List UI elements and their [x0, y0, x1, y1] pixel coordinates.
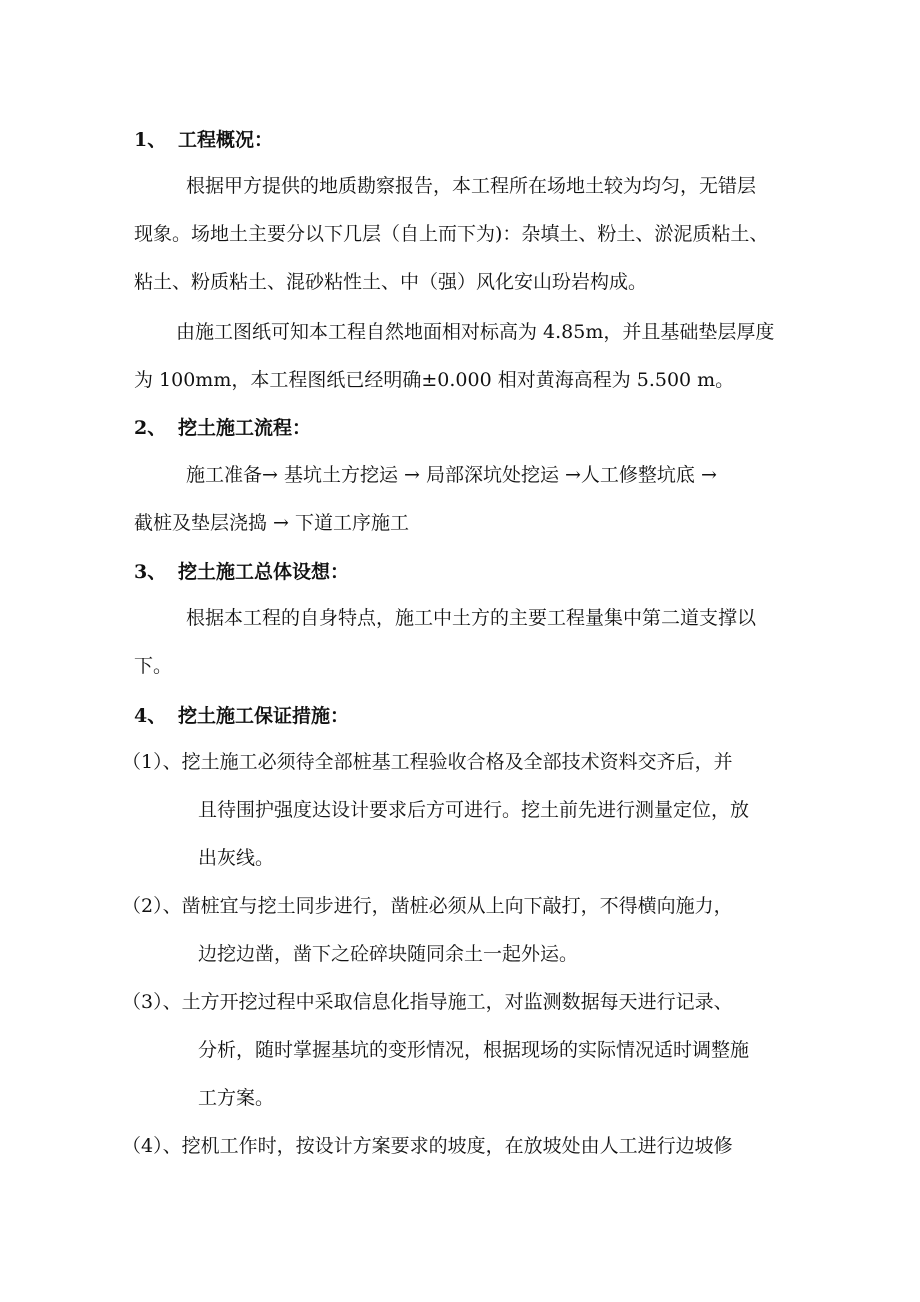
- section-4-item-1-line-2: 且待围护强度达设计要求后方可进行。挖土前先进行测量定位，放: [198, 799, 750, 821]
- section-4-item-1-line-1: （1）、挖土施工必须待全部桩基工程验收合格及全部技术资料交齐后，并: [122, 751, 733, 773]
- section-4-heading: [134, 704, 349, 728]
- section-1-heading: [134, 128, 273, 152]
- section-2-title: 挖土施工流程：: [178, 417, 312, 439]
- section-1-para-2-line-2: 为 100mm，本工程图纸已经明确±0.000 相对黄海高程为 5.500 m。: [134, 369, 735, 391]
- section-1-title: 工程概况：: [178, 129, 274, 151]
- section-2-heading: [134, 416, 311, 440]
- section-1-para-1-line-3: 粘土、粉质粘土、混砂粘性土、中（强）风化安山玢岩构成。: [134, 271, 648, 293]
- section-1-para-1-line-1: 根据甲方提供的地质勘察报告，本工程所在场地土较为均匀，无错层: [186, 175, 757, 197]
- section-3-number: 3、: [134, 561, 167, 583]
- section-1-number: 1、: [134, 129, 167, 151]
- section-4-item-2-line-1: （2）、凿桩宜与挖土同步进行，凿桩必须从上向下敲打，不得横向施力，: [122, 895, 733, 917]
- section-4-item-3-line-2: 分析，随时掌握基坑的变形情况，根据现场的实际情况适时调整施: [198, 1039, 750, 1061]
- section-2-flow-line-1: 施工准备→ 基坑土方挖运 → 局部深坑处挖运 →人工修整坑底 →: [186, 464, 717, 486]
- section-4-item-1-line-3: 出灰线。: [198, 847, 275, 869]
- section-4-title: 挖土施工保证措施：: [178, 705, 350, 727]
- section-4-number: 4、: [134, 705, 167, 727]
- section-1-para-2-line-1: 由施工图纸可知本工程自然地面相对标高为 4.85m，并且基础垫层厚度: [176, 321, 775, 343]
- section-4-item-3-line-3: 工方案。: [198, 1087, 275, 1109]
- section-4-item-3-line-1: （3）、土方开挖过程中采取信息化指导施工，对监测数据每天进行记录、: [122, 991, 733, 1013]
- section-4-item-4-line-1: （4）、挖机工作时，按设计方案要求的坡度，在放坡处由人工进行边坡修: [122, 1135, 733, 1157]
- section-2-flow-line-2: 截桩及垫层浇捣 → 下道工序施工: [134, 512, 409, 534]
- section-4-item-2-line-2: 边挖边凿，凿下之砼碎块随同余土一起外运。: [198, 943, 579, 965]
- section-2-number: 2、: [134, 417, 167, 439]
- section-3-para-line-2: 下。: [134, 655, 173, 677]
- section-3-para-line-1: 根据本工程的自身特点，施工中土方的主要工程量集中第二道支撑以: [186, 607, 757, 629]
- section-3-title: 挖土施工总体设想：: [178, 561, 350, 583]
- section-3-heading: [134, 560, 349, 584]
- section-1-para-1-line-2: 现象。场地土主要分以下几层（自上而下为)：杂填土、粉土、淤泥质粘土、: [134, 223, 769, 245]
